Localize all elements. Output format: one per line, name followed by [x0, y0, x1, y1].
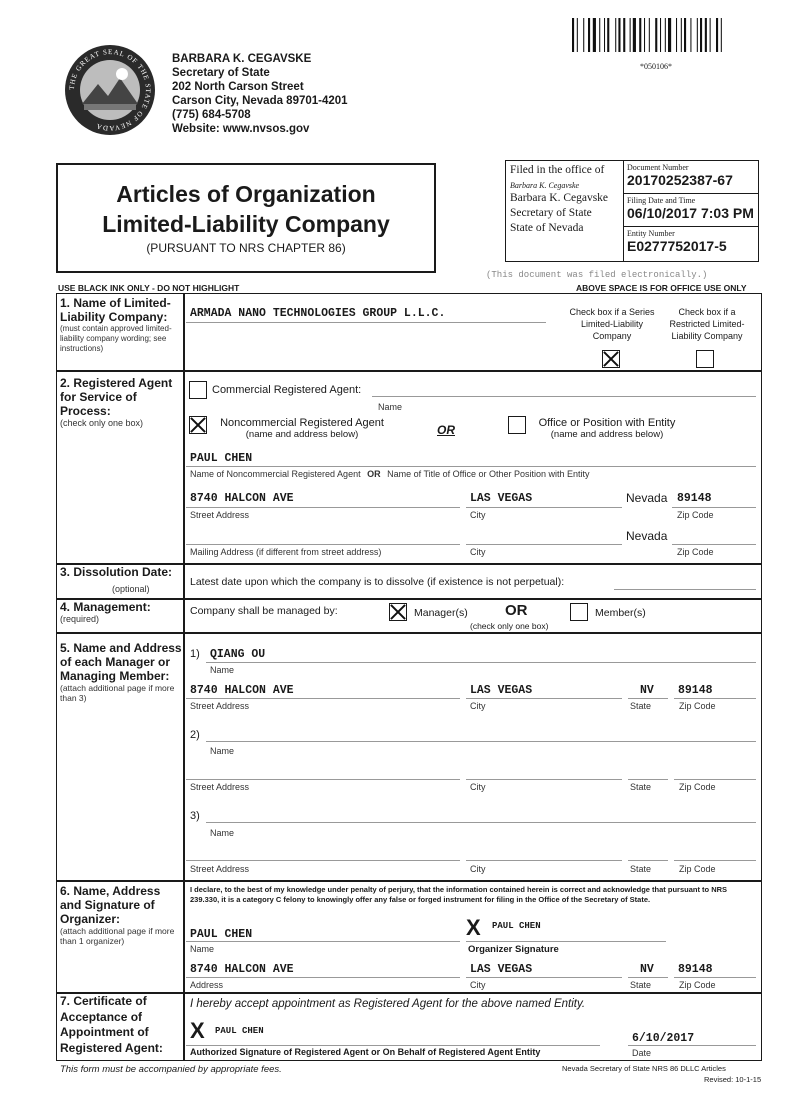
section-3-note: (optional): [112, 584, 150, 594]
doc-number: 20170252387-67: [627, 172, 733, 188]
section-2-heading: [60, 376, 182, 428]
acceptance-date[interactable]: 6/10/2017: [632, 1032, 695, 1045]
manager-3-city-label: City: [470, 864, 486, 874]
seal-text: THE GREAT SEAL OF THE STATE OF NEVADA: [67, 47, 153, 133]
agent-zip-field[interactable]: 89148: [677, 492, 712, 505]
secretary-signature: Barbara K. Cegavske: [510, 181, 580, 190]
agent-city-label: City: [470, 510, 486, 520]
secretary-name: Barbara K. Cegavske: [510, 192, 609, 204]
series-llc-checkbox[interactable]: [602, 350, 620, 368]
doc-number-label: Document Number: [627, 163, 689, 172]
organizer-zip[interactable]: 89148: [678, 963, 713, 976]
section-5-title: 5. Name and Address of each Manager or Managing Member:: [60, 641, 182, 683]
form-subtitle: (PURSUANT TO NRS CHAPTER 86): [146, 241, 346, 255]
electronic-notice: (This document was filed electronically.): [486, 270, 708, 280]
agent-city-field[interactable]: LAS VEGAS: [470, 492, 533, 505]
section-3-heading: [60, 565, 182, 579]
fees-notice: This form must be accompanied by appropriate fees.: [60, 1064, 282, 1075]
office-website: Website: www.nvsos.gov: [172, 123, 310, 135]
agent-title-label: Name of Title of Office or Other Position with Entity: [387, 469, 590, 479]
mailing-state-field[interactable]: Nevada: [626, 529, 668, 543]
manager-3-state-label: State: [630, 864, 652, 874]
officer-title: Secretary of State: [172, 67, 270, 79]
manager-1-zip-label: Zip Code: [679, 701, 716, 711]
section-1-note: (must contain approved limited-liability company wording; see instructions): [60, 324, 172, 353]
noncommercial-agent-checkbox[interactable]: [189, 416, 207, 434]
agent-state-field[interactable]: Nevada: [626, 491, 668, 505]
manager-2-street-label: Street Address: [190, 782, 250, 792]
section-2-title: 2. Registered Agent for Service of Process:: [60, 376, 173, 418]
office-city: Carson City, Nevada 89701-4201: [172, 95, 348, 107]
management-or: OR: [505, 602, 528, 619]
office-position-sub: (name and address below): [550, 429, 664, 440]
organizer-state-label: State: [630, 980, 652, 990]
form-title-2: Limited-Liability Company: [102, 211, 390, 237]
manager-2-number: 2): [190, 729, 200, 741]
manager-1-street-label: Street Address: [190, 701, 250, 711]
manager-1-city-label: City: [470, 701, 486, 711]
ink-notice: USE BLACK INK ONLY - DO NOT HIGHLIGHT: [58, 283, 240, 293]
office-street: 202 North Carson Street: [172, 81, 304, 93]
barcode: [572, 18, 760, 52]
manager-3-street-label: Street Address: [190, 864, 250, 874]
section-3-title: 3. Dissolution Date:: [60, 565, 173, 579]
manager-label: Manager(s): [414, 607, 468, 619]
barcode-number: *050106*: [640, 62, 672, 71]
agent-signature-label: Authorized Signature of Registered Agent or On Behalf of Registered Agent Entity: [190, 1047, 541, 1057]
member-label: Member(s): [595, 607, 646, 619]
section-2-note: (check only one box): [60, 418, 144, 428]
acceptance-text: I hereby accept appointment as Registered Agent for the above named Entity.: [190, 998, 586, 1010]
manager-2-state-label: State: [630, 782, 652, 792]
office-position-label: [532, 417, 682, 441]
manager-3-name-label: Name: [210, 828, 235, 838]
manager-2-city-label: City: [470, 782, 486, 792]
manager-1-number: 1): [190, 648, 200, 660]
mailing-city-label: City: [470, 547, 486, 557]
noncommercial-agent-sub: (name and address below): [245, 429, 359, 440]
form-revised: Revised: 10-1-15: [704, 1075, 762, 1084]
dissolution-text: Latest date upon which the company is to dissolve (if existence is not perpetual):: [190, 576, 565, 588]
svg-text:THE GREAT SEAL OF THE STATE OF: [68, 48, 152, 132]
manager-3-number: 3): [190, 810, 200, 822]
organizer-street[interactable]: 8740 HALCON AVE: [190, 963, 294, 976]
company-name-field[interactable]: ARMADA NANO TECHNOLOGIES GROUP L.L.C.: [190, 307, 446, 320]
agent-name-field[interactable]: PAUL CHEN: [190, 452, 253, 465]
organizer-state[interactable]: NV: [640, 963, 654, 976]
officer-block: [172, 52, 348, 136]
section-6-heading: [60, 884, 182, 946]
section-1-heading: [60, 296, 182, 354]
office-position-text: Office or Position with Entity: [538, 417, 676, 429]
agent-sign-x: X: [190, 1018, 205, 1043]
filing-date: 06/10/2017 7:03 PM: [627, 205, 754, 221]
manager-1-state[interactable]: NV: [640, 684, 654, 697]
agent-street-label: Street Address: [190, 510, 250, 520]
commercial-agent-checkbox[interactable]: [189, 381, 207, 399]
officer-name: BARBARA K. CEGAVSKE: [172, 53, 312, 65]
management-text: Company shall be managed by:: [190, 605, 338, 617]
member-checkbox[interactable]: [570, 603, 588, 621]
agent-zip-label: Zip Code: [677, 510, 714, 520]
section-1-title: 1. Name of Limited-Liability Company:: [60, 296, 171, 324]
manager-1-city[interactable]: LAS VEGAS: [470, 684, 533, 697]
section-4-heading: [60, 600, 182, 624]
noncommercial-agent-label: [212, 417, 392, 441]
entity-number: E0277752017-5: [627, 238, 727, 254]
agent-or: OR: [437, 423, 455, 437]
restricted-llc-label: Check box if a Restricted Limited-Liability Company: [669, 307, 745, 341]
section-4-title: 4. Management:: [60, 600, 151, 614]
agent-street-field[interactable]: 8740 HALCON AVE: [190, 492, 294, 505]
filed-stamp: [505, 160, 759, 262]
manager-1-name-label: Name: [210, 665, 235, 675]
office-phone: (775) 684-5708: [172, 109, 251, 121]
commercial-name-label: Name: [378, 402, 403, 412]
form-identifier: Nevada Secretary of State NRS 86 DLLC Articles: [562, 1064, 726, 1073]
form-title-1: Articles of Organization: [116, 181, 376, 207]
section-6-title: 6. Name, Address and Signature of Organizer:: [60, 884, 161, 926]
office-position-checkbox[interactable]: [508, 416, 526, 434]
filed-in-text: Filed in the office of: [510, 164, 605, 176]
organizer-city-label: City: [470, 980, 486, 990]
filed-state: State of Nevada: [510, 222, 584, 234]
manager-1-name[interactable]: QIANG OU: [210, 648, 266, 661]
mailing-zip-label: Zip Code: [677, 547, 714, 557]
manager-1-state-label: State: [630, 701, 652, 711]
organizer-signature[interactable]: PAUL CHEN: [492, 921, 541, 931]
organizer-signature-label: Organizer Signature: [468, 944, 559, 955]
organizer-name[interactable]: PAUL CHEN: [190, 928, 253, 941]
title-box: [56, 163, 436, 273]
manager-checkbox[interactable]: [389, 603, 407, 621]
section-7-title: 7. Certificate of Acceptance of Appointment of Registered Agent:: [60, 994, 163, 1055]
manager-3-zip-label: Zip Code: [679, 864, 716, 874]
office-use-notice: ABOVE SPACE IS FOR OFFICE USE ONLY: [576, 283, 747, 293]
section-6-note: (attach additional page if more than 1 organizer): [60, 926, 175, 946]
organizer-name-label: Name: [190, 944, 215, 954]
manager-2-name-label: Name: [210, 746, 235, 756]
section-5-heading: [60, 641, 182, 703]
section-4-note: (required): [60, 614, 100, 624]
series-llc-label: Check box if a Series Limited-Liability Company: [569, 307, 655, 341]
organizer-sign-x: X: [466, 915, 481, 940]
section-7-heading: [60, 994, 182, 1056]
filing-date-label: Filing Date and Time: [627, 196, 696, 205]
state-seal: [64, 44, 156, 136]
acceptance-date-label: Date: [632, 1048, 652, 1058]
perjury-declaration: I declare, to the best of my knowledge under penalty of perjury, that the information contained herein is correct and acknowledge that pursuant to NRS 239.330, it is a category C felony to knowingly offer any false or forged instrument for filing in the Office of the Secretary of State.: [190, 885, 728, 904]
agent-signature[interactable]: PAUL CHEN: [215, 1026, 264, 1036]
entity-number-label: Entity Number: [627, 229, 675, 238]
organizer-address-label: Address: [190, 980, 224, 990]
organizer-city[interactable]: LAS VEGAS: [470, 963, 533, 976]
commercial-agent-label: Commercial Registered Agent:: [212, 384, 362, 396]
organizer-zip-label: Zip Code: [679, 980, 716, 990]
check-only-one-note: (check only one box): [470, 621, 549, 631]
manager-1-street[interactable]: 8740 HALCON AVE: [190, 684, 294, 697]
noncommercial-agent-text: Noncommercial Registered Agent: [220, 417, 384, 429]
manager-1-zip[interactable]: 89148: [678, 684, 713, 697]
dissolution-date-field[interactable]: [614, 589, 756, 590]
section-5-note: (attach additional page if more than 3): [60, 683, 175, 703]
agent-name-label: Name of Noncommercial Registered Agent: [190, 469, 361, 479]
mailing-address-label: Mailing Address (if different from street address): [190, 547, 382, 557]
agent-name-or: OR: [367, 469, 381, 479]
manager-2-zip-label: Zip Code: [679, 782, 716, 792]
secretary-title: Secretary of State: [510, 207, 592, 219]
restricted-llc-checkbox[interactable]: [696, 350, 714, 368]
